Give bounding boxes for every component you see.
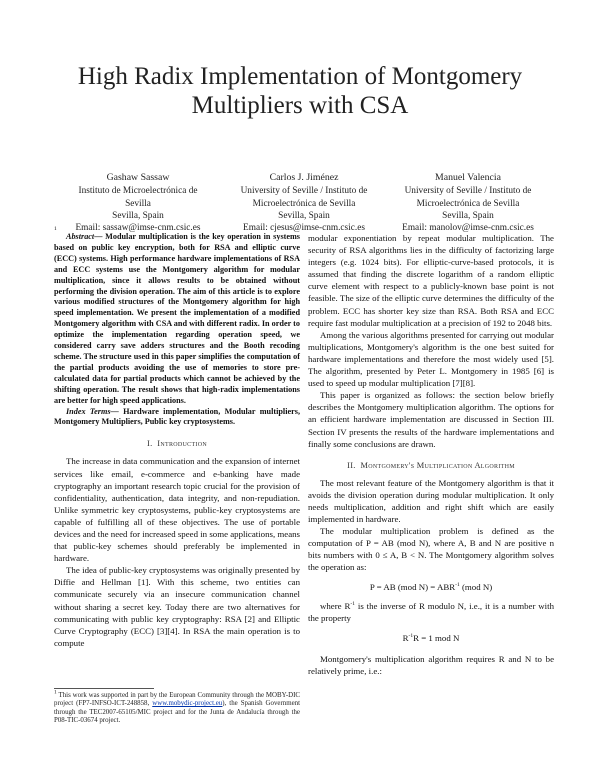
right-paragraph-1: modular exponentiation by repeat modular multiplication. The security of RSA algorithms lies in the difficulty of factorizing large integers (e.g. 1024 bits). For elliptic-curve-based protocols, it is assumed that finding the discrete logarithm of a random elliptic curve element with respect to a publicly-known base point is not feasible. The size of the elliptic curve determines the difficulty of the problem. ECC has shorter key size than RSA. Both RSA and ECC require fast modular multiplication at a precision of 192 to 2048 bits. (308, 233, 554, 328)
author-name: Gashaw Sassaw (106, 172, 170, 183)
footnote (54, 689, 301, 726)
equation-part: (mod N) (459, 581, 493, 592)
author-affiliation: Instituto de Microelectrónica de (78, 186, 198, 197)
author-affiliation: Microelectrónica de Sevilla (252, 198, 356, 209)
index-terms-text: — Hardware implementation, Modular multipliers, Montgomery Multipliers, Public key cryptosystems. (54, 406, 300, 427)
right-paragraph-7: Montgomery's multiplication algorithm requires R and N to be relatively prime, i.e.: (308, 653, 554, 676)
right-paragraph-2: Among the various algorithms presented for carrying out modular multiplications, Montgomery's algorithm is the one best suited for hardware implementations and therefore the most widely used [5]. The algorithm, presented by Peter L. Montgomery in 1985 [6] is used to speed up modular multiplication [7][8]. (308, 329, 554, 389)
author-affiliation: Microelectrónica de Sevilla (416, 198, 520, 209)
author-location: Sevilla, Spain (442, 210, 494, 221)
author-affiliation: University of Seville / Instituto de (404, 186, 532, 197)
equation-exponent: -1 (408, 632, 414, 639)
right-paragraph-3: This paper is organized as follows: the section below briefly describes the Montgomery multiplication algorithm. The options for an efficient hardware implementation are discussed in Section III. Section IV presents the results of the hardware implementations and finally some conclusions are drawn. (308, 390, 554, 449)
section-heading-montgomery (308, 460, 554, 472)
footnote-divider (54, 688, 154, 689)
right-column (308, 232, 554, 677)
author-email: Email: cjesus@imse-cnm.csic.es (243, 223, 365, 234)
author-email: Email: manolov@imse-cnm.csic.es (402, 223, 534, 234)
title-line-1: High Radix Implementation of Montgomery (77, 63, 523, 90)
footnote-number: 1 (54, 689, 57, 696)
intro-paragraph-2: The idea of public-key cryptosystems was originally presented by Diffie and Hellman [1]. With this scheme, two entities can communicate securely via an insecure communication channel without sharing a secret key. Today there are two alternatives for communicating with public key cryptography: RSA [2] and Elliptic Curve Cryptography (ECC) [3][4]. In RSA the main operation is to compute (54, 565, 300, 648)
abstract-label: Abstract (66, 232, 95, 241)
author-affiliation: Sevilla (125, 198, 151, 209)
project-link[interactable]: www.mobydic-project.eu (152, 700, 223, 708)
author-name: Manuel Valencia (435, 172, 501, 183)
equation-part: R = 1 mod N (413, 632, 460, 643)
section-number: II. (347, 460, 356, 470)
index-terms (54, 407, 300, 429)
right-paragraph-6 (308, 600, 554, 624)
author-location: Sevilla, Spain (112, 210, 164, 221)
abstract-text: — Modular multiplication is the key operation in systems based on public key encryption, both for RSA and elliptic curve (ECC) systems. High performance hardware implementations of RSA and ECC systems use the Montgomery algorithm for modular multiplication, since it allows results to be obtained without performing the division operation. The aim of this article is to explore various modified structures of the Montgomery algorithm for high speed implementation. We present the implementation of a modified Montgomery algorithm with CSA and with different radix. In order to optimize the implementation regarding operation speed, we considered carry save adders structures and the Booth recoding scheme. The structure used in this paper simplifies the computation of the partial products avoiding the use of memories to store pre-calculated data for partial products which cannot be achieved by the shifting operation. The result shows that high-radix implementations are better for high speed applications. (54, 232, 300, 405)
text-part: is the inverse of R modulo N, i.e., it is a number with the property (308, 600, 554, 623)
equation-exponent: -1 (455, 581, 460, 588)
paper-title (60, 62, 540, 120)
section-heading-introduction (54, 438, 300, 450)
footnote-marker: 1 (54, 226, 57, 232)
author-location: Sevilla, Spain (278, 210, 330, 221)
index-terms-label: Index Terms (66, 406, 111, 416)
text-exponent: -1 (350, 600, 355, 607)
section-title: Introduction (157, 439, 207, 449)
section-title: Montgomery's Multiplication Algorithm (360, 460, 515, 470)
right-paragraph-5: The modular multiplication problem is defined as the computation of P = AB (mod N), where A, B and N are positive n bits numbers with 0 ≤ A, B < N. The Montgomery algorithm solves the operation as: (308, 526, 554, 573)
abstract (54, 232, 300, 407)
text-part: where R (320, 600, 351, 611)
equation-1 (308, 581, 554, 593)
right-paragraph-4: The most relevant feature of the Montgomery algorithm is that it avoids the division operation during modular multiplication. It only needs multiplication, addition and right shift which are easily implemented in hardware. (308, 477, 554, 525)
author-affiliation: University of Seville / Instituto de (240, 186, 368, 197)
title-line-2: Multipliers with CSA (191, 92, 409, 119)
left-column (54, 226, 300, 649)
author-name: Carlos J. Jiménez (269, 172, 339, 183)
section-number: I. (146, 439, 153, 449)
equation-part: R (402, 632, 409, 643)
equation-2 (308, 632, 554, 644)
footnote-text-a: This work was supported in part by the European Community through the MOBY-DIC project (FP7-INFSO-ICT-248858, (54, 692, 300, 708)
author-email: Email: sassaw@imse-cnm.csic.es (75, 223, 201, 234)
intro-paragraph-1: The increase in data communication and the expansion of internet services like email, e-commerce and e-banking have made cryptography an important research topic crucial for the provision of confidentiality, authentication, data integrity, and non-repudiation. Unlike symmetric key cryptosystems, public-key cryptosystems are capable of fulfilling all of these objectives. The use of portable devices and the need for increased speed in some applications, means that public-key schemes should preferably be implemented in hardware. (54, 456, 300, 564)
author-block-3 (378, 172, 558, 234)
footnote-text-b: ), the Spanish Government through the TEC2007-65105/MIC project and for the Junta de Andalucía through the P08-TIC-03674 project. (54, 700, 301, 725)
equation-part: P = AB (mod N) = ABR (369, 581, 456, 592)
